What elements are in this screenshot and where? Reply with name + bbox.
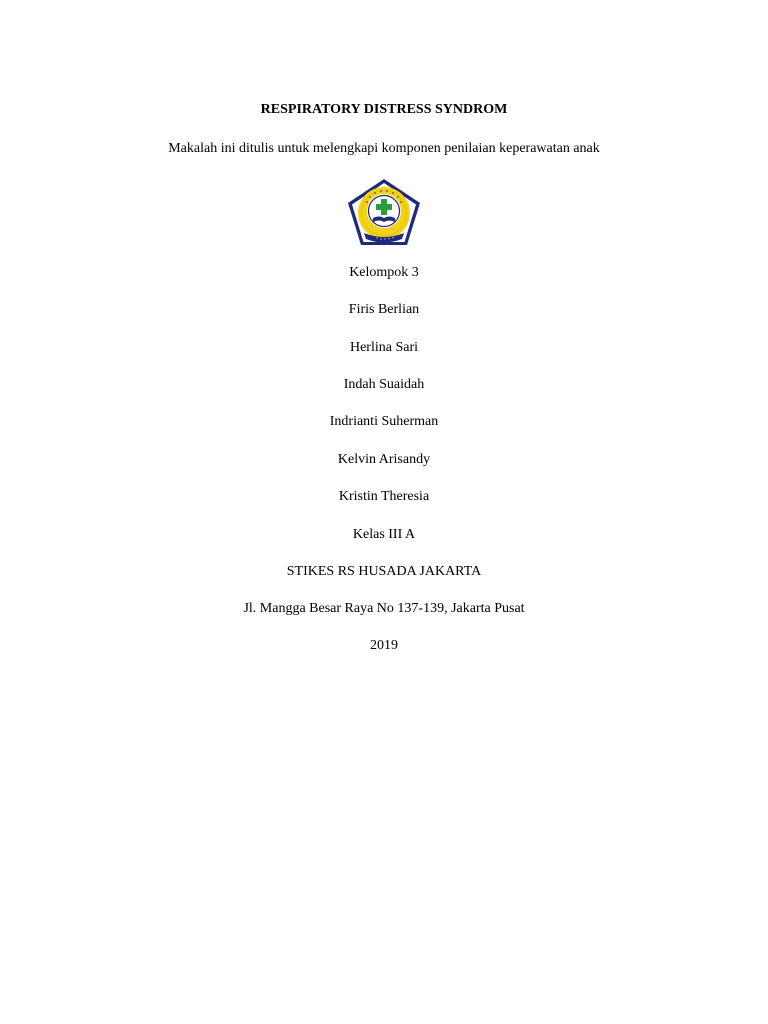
group-label: Kelompok 3 [349,265,419,280]
document-title: RESPIRATORY DISTRESS SYNDROM [260,102,508,117]
member-name: Herlina Sari [349,340,419,355]
member-name: Firis Berlian [348,302,420,317]
class-label: Kelas III A [352,527,416,542]
member-name: Indah Suaidah [343,377,425,392]
member-name: Indrianti Suherman [329,414,439,429]
document-subtitle: Makalah ini ditulis untuk melengkapi komponen penilaian keperawatan anak [168,141,600,156]
institution-seal-icon [346,177,422,247]
institution-address: Jl. Mangga Besar Raya No 137-139, Jakarta Pusat [243,601,525,616]
member-name: Kelvin Arisandy [337,452,431,467]
document-year: 2019 [370,638,398,653]
institution-name: STIKES RS HUSADA JAKARTA [286,564,482,579]
member-name: Kristin Theresia [338,489,430,504]
